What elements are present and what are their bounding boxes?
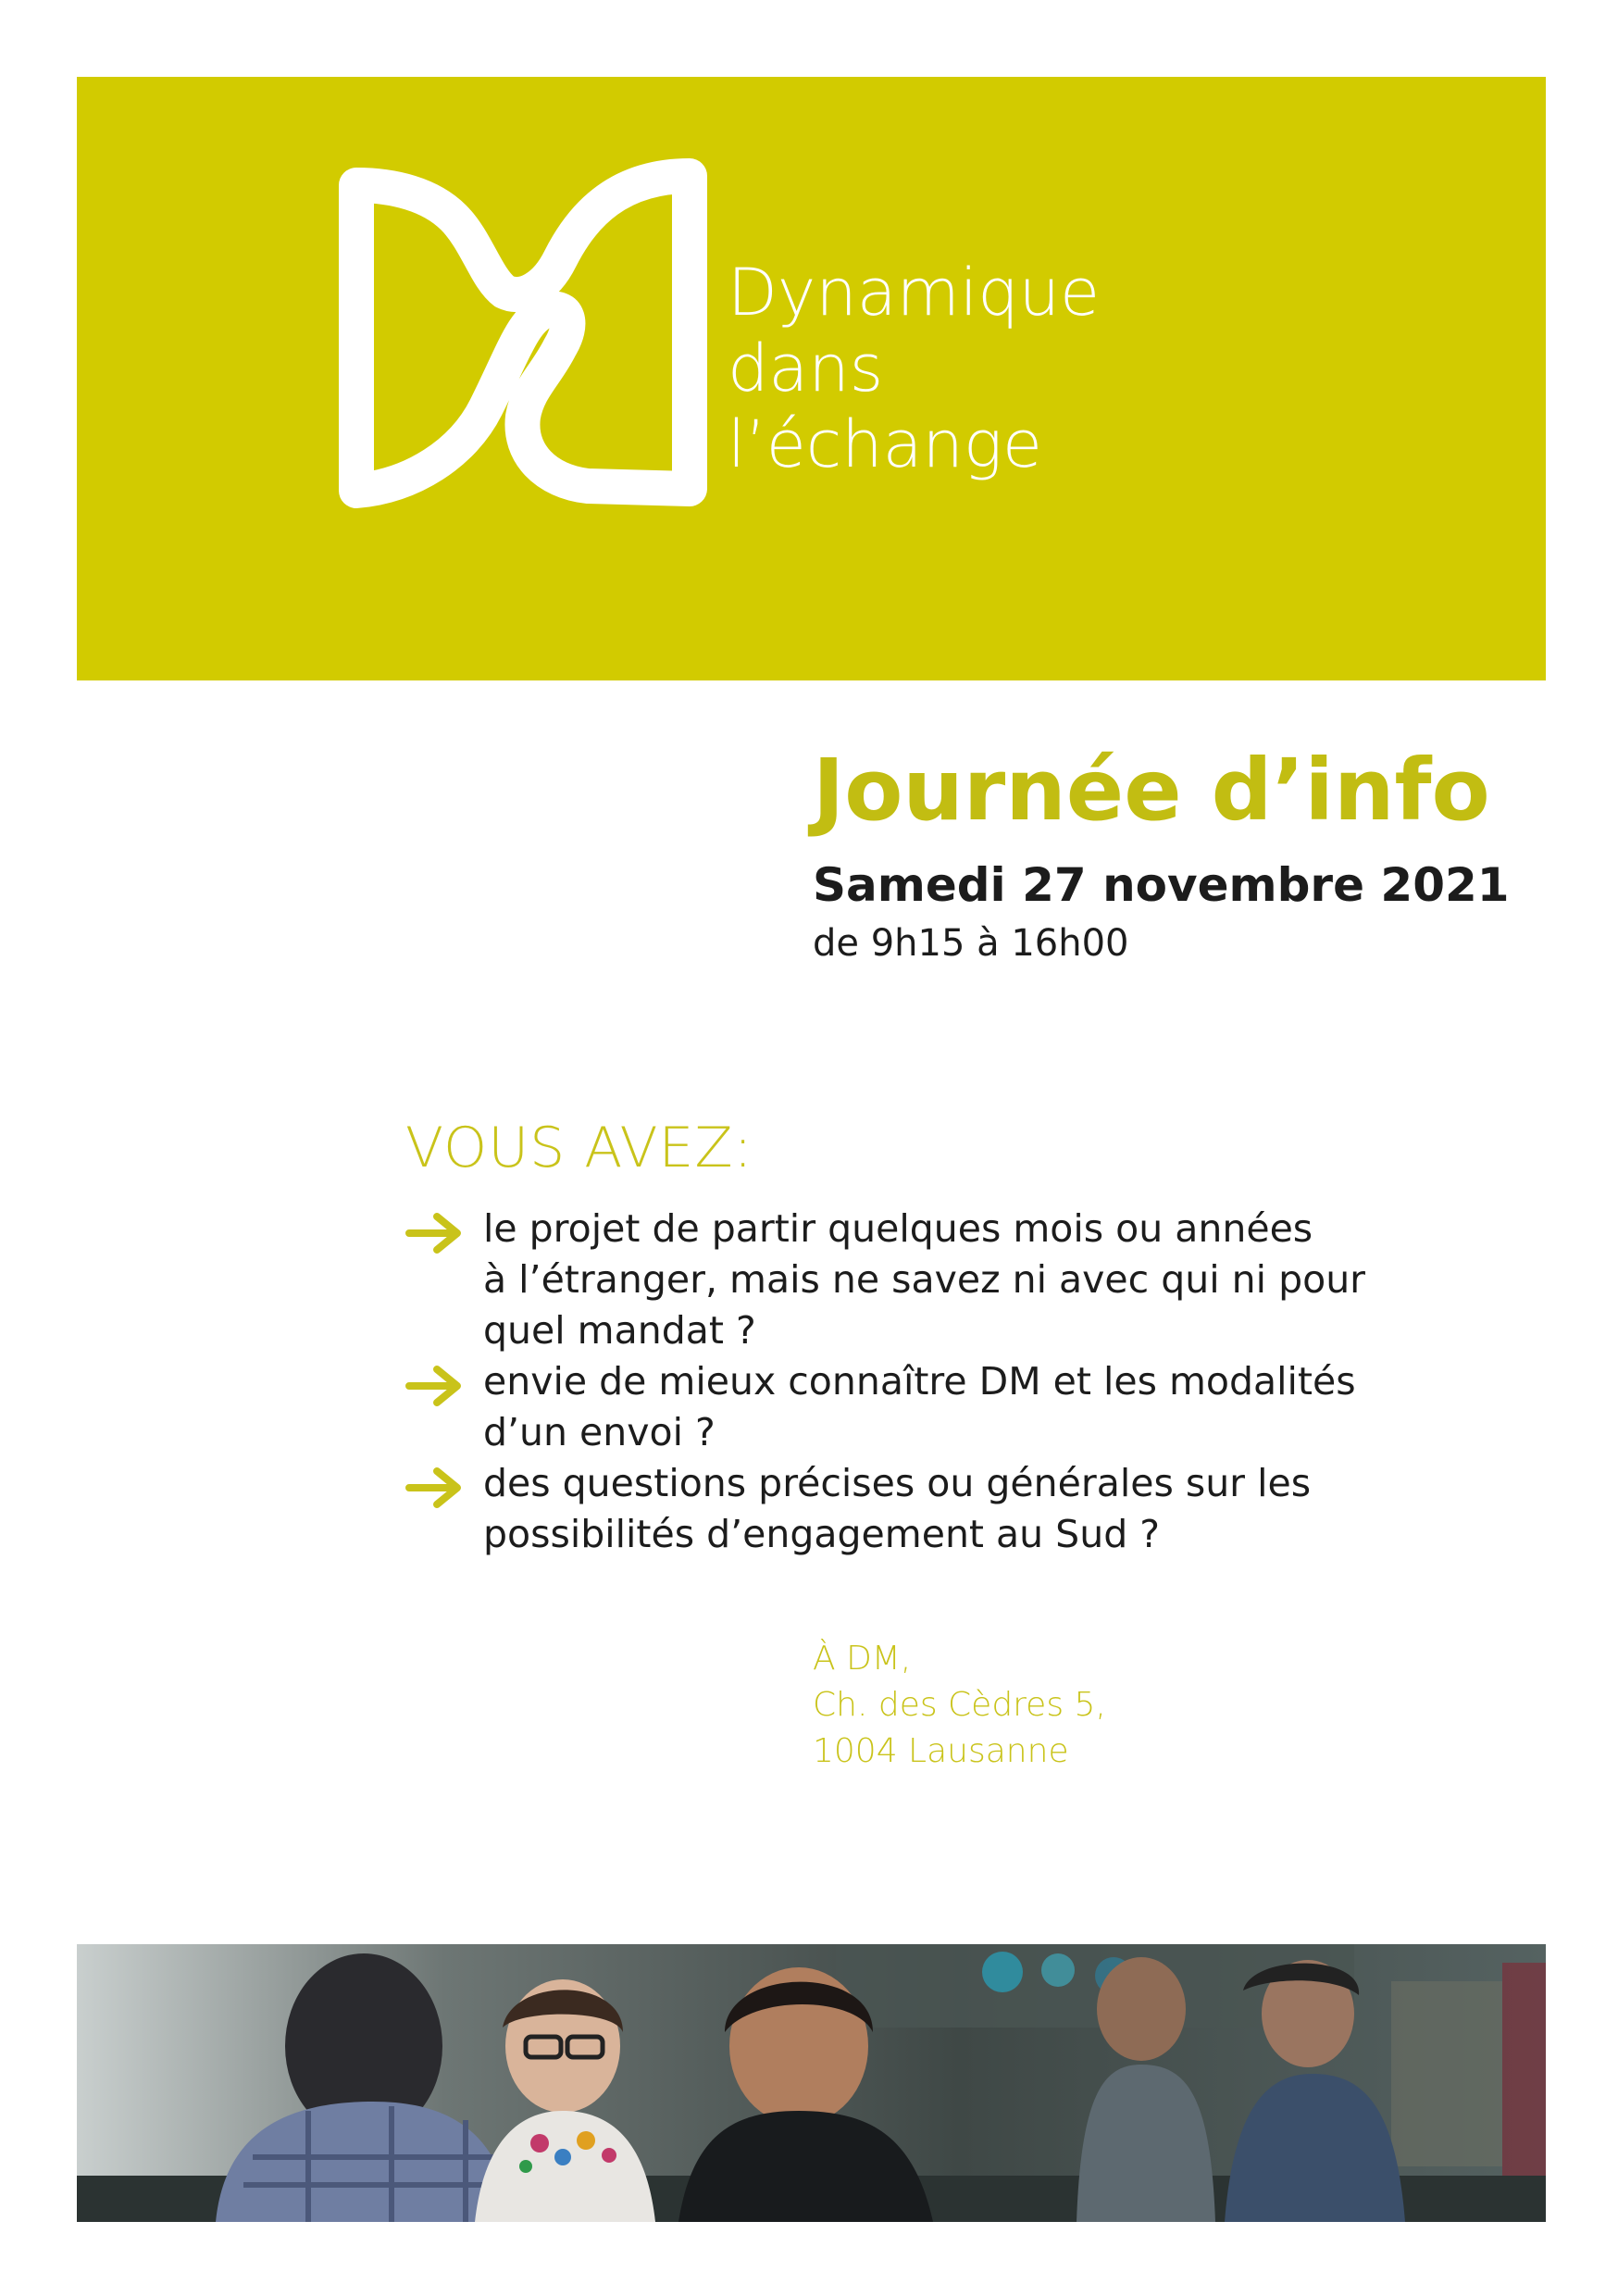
question-item bbox=[405, 1204, 1516, 1356]
address-line: 1004 Lausanne bbox=[813, 1732, 1069, 1770]
question-line: le projet de partir quelques mois ou années bbox=[483, 1206, 1313, 1251]
event-time: de 9h15 à 16h00 bbox=[813, 922, 1129, 965]
brand-name-line: dans bbox=[728, 331, 884, 406]
question-list bbox=[405, 1204, 1516, 1560]
brand-name-line: Dynamique bbox=[728, 255, 1101, 331]
question-line: quel mandat ? bbox=[483, 1308, 756, 1353]
question-item bbox=[405, 1458, 1516, 1560]
question-line: à l’étranger, mais ne savez ni avec qui ni pour bbox=[483, 1257, 1366, 1302]
intro-heading: VOUS AVEZ: bbox=[405, 1116, 753, 1180]
question-line: envie de mieux connaître DM et les modalités bbox=[483, 1359, 1356, 1404]
arrow-right-icon bbox=[405, 1364, 467, 1408]
location-address bbox=[813, 1636, 1106, 1775]
group-photo bbox=[77, 1944, 1546, 2222]
address-line: Ch. des Cèdres 5, bbox=[813, 1686, 1106, 1724]
arrow-right-icon bbox=[405, 1466, 467, 1510]
brand-name bbox=[728, 255, 1100, 482]
address-line: À DM, bbox=[813, 1640, 912, 1678]
brand-name-line: l’échange bbox=[728, 406, 1042, 482]
question-line: possibilités d’engagement au Sud ? bbox=[483, 1512, 1161, 1556]
event-title: Journée d’info bbox=[813, 741, 1490, 840]
arrow-right-icon bbox=[405, 1211, 467, 1255]
event-date: Samedi 27 novembre 2021 bbox=[813, 858, 1510, 912]
question-line: des questions précises ou générales sur les bbox=[483, 1461, 1312, 1505]
question-line: d’un envoi ? bbox=[483, 1410, 716, 1454]
dm-logo-icon bbox=[324, 139, 759, 537]
question-item bbox=[405, 1356, 1516, 1458]
